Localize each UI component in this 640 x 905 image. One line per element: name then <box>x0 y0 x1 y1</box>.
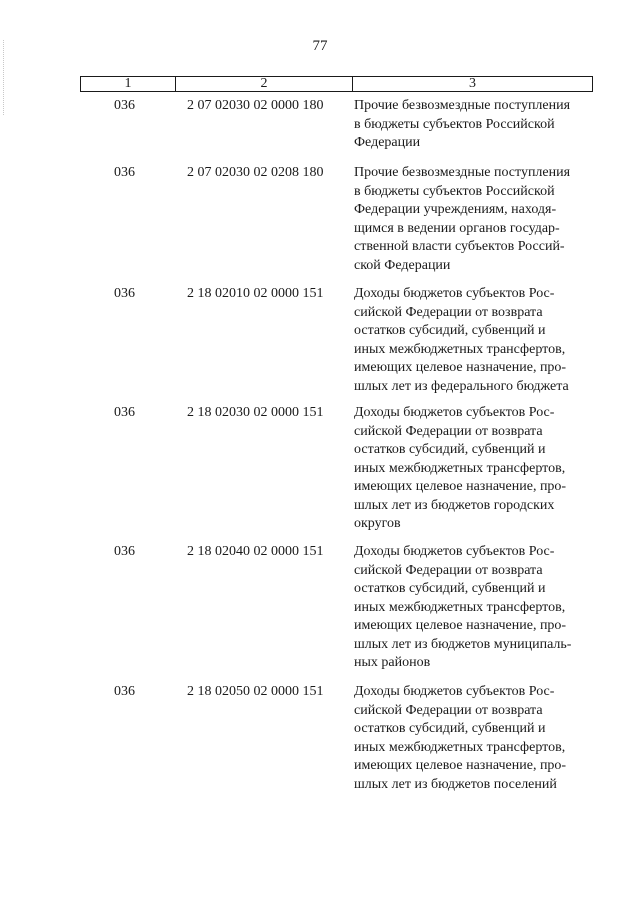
admin-code: 036 <box>114 286 135 301</box>
column-header-1: 1 <box>81 77 176 91</box>
income-name-line: щимся в ведении органов государ- <box>354 220 560 236</box>
page-number: 77 <box>312 38 328 54</box>
budget-code: 2 07 02030 02 0208 180 <box>187 165 324 180</box>
column-header-3: 3 <box>469 76 476 91</box>
income-name-line: шлых лет из бюджетов городских <box>354 497 555 513</box>
income-name-line: сийской Федерации от возврата <box>354 423 543 439</box>
income-name <box>354 97 590 153</box>
income-name-line: иных межбюджетных трансфертов, <box>354 599 566 615</box>
income-name-line: имеющих целевое назначение, про- <box>354 618 567 633</box>
admin-code: 036 <box>114 684 135 699</box>
income-name-line: иных межбюджетных трансфертов, <box>354 460 566 476</box>
income-name-line: остатков субсидий, субвенций и <box>354 581 546 596</box>
income-name-line: в бюджеты субъектов Российской <box>354 183 555 199</box>
income-name <box>354 285 590 396</box>
income-name-line: шлых лет из бюджетов поселений <box>354 776 557 792</box>
income-name-line: остатков субсидий, субвенций и <box>354 721 546 736</box>
budget-code: 2 18 02010 02 0000 151 <box>187 286 324 301</box>
income-name-line: Доходы бюджетов субъектов Рос- <box>354 286 555 301</box>
income-name-line: иных межбюджетных трансфертов, <box>354 341 566 357</box>
income-name-line: Доходы бюджетов субъектов Рос- <box>354 544 555 559</box>
table-header <box>80 76 593 92</box>
income-name-line: сийской Федерации от возврата <box>354 304 543 320</box>
income-name-line: иных межбюджетных трансфертов, <box>354 739 566 755</box>
income-name-line: остатков субсидий, субвенций и <box>354 442 546 457</box>
budget-code: 2 18 02030 02 0000 151 <box>187 405 324 420</box>
admin-code: 036 <box>114 98 135 113</box>
admin-code: 036 <box>114 405 135 420</box>
income-name-line: сийской Федерации от возврата <box>354 702 543 718</box>
admin-code: 036 <box>114 544 135 559</box>
income-name-line: Прочие безвозмездные поступления <box>354 165 571 180</box>
income-name-line: шлых лет из федерального бюджета <box>354 378 569 394</box>
income-name <box>354 543 590 673</box>
income-name-line: сийской Федерации от возврата <box>354 562 543 578</box>
budget-code: 2 18 02040 02 0000 151 <box>187 544 324 559</box>
income-name-line: имеющих целевое назначение, про- <box>354 758 567 773</box>
income-name-line: ственной власти субъектов Россий- <box>354 239 565 254</box>
income-name-line: шлых лет из бюджетов муниципаль- <box>354 636 572 652</box>
income-name-line: Доходы бюджетов субъектов Рос- <box>354 405 555 420</box>
income-name-line: Доходы бюджетов субъектов Рос- <box>354 684 555 699</box>
income-name-line: Федерации учреждениям, находя- <box>354 202 557 217</box>
income-name-line: остатков субсидий, субвенций и <box>354 323 546 338</box>
income-name-line: имеющих целевое назначение, про- <box>354 479 567 494</box>
income-name <box>354 683 590 794</box>
income-name-line: имеющих целевое назначение, про- <box>354 360 567 375</box>
income-name-line: округов <box>354 516 401 531</box>
income-name <box>354 404 590 534</box>
income-name-line: в бюджеты субъектов Российской <box>354 116 555 132</box>
budget-code: 2 18 02050 02 0000 151 <box>187 684 324 699</box>
budget-code: 2 07 02030 02 0000 180 <box>187 98 324 113</box>
income-name-line: ской Федерации <box>354 257 451 273</box>
admin-code: 036 <box>114 165 135 180</box>
income-name <box>354 164 590 275</box>
column-header-2: 2 <box>176 77 353 91</box>
income-name-line: Прочие безвозмездные поступления <box>354 98 571 113</box>
income-name-line: ных районов <box>354 655 431 670</box>
income-name-line: Федерации <box>354 135 421 150</box>
